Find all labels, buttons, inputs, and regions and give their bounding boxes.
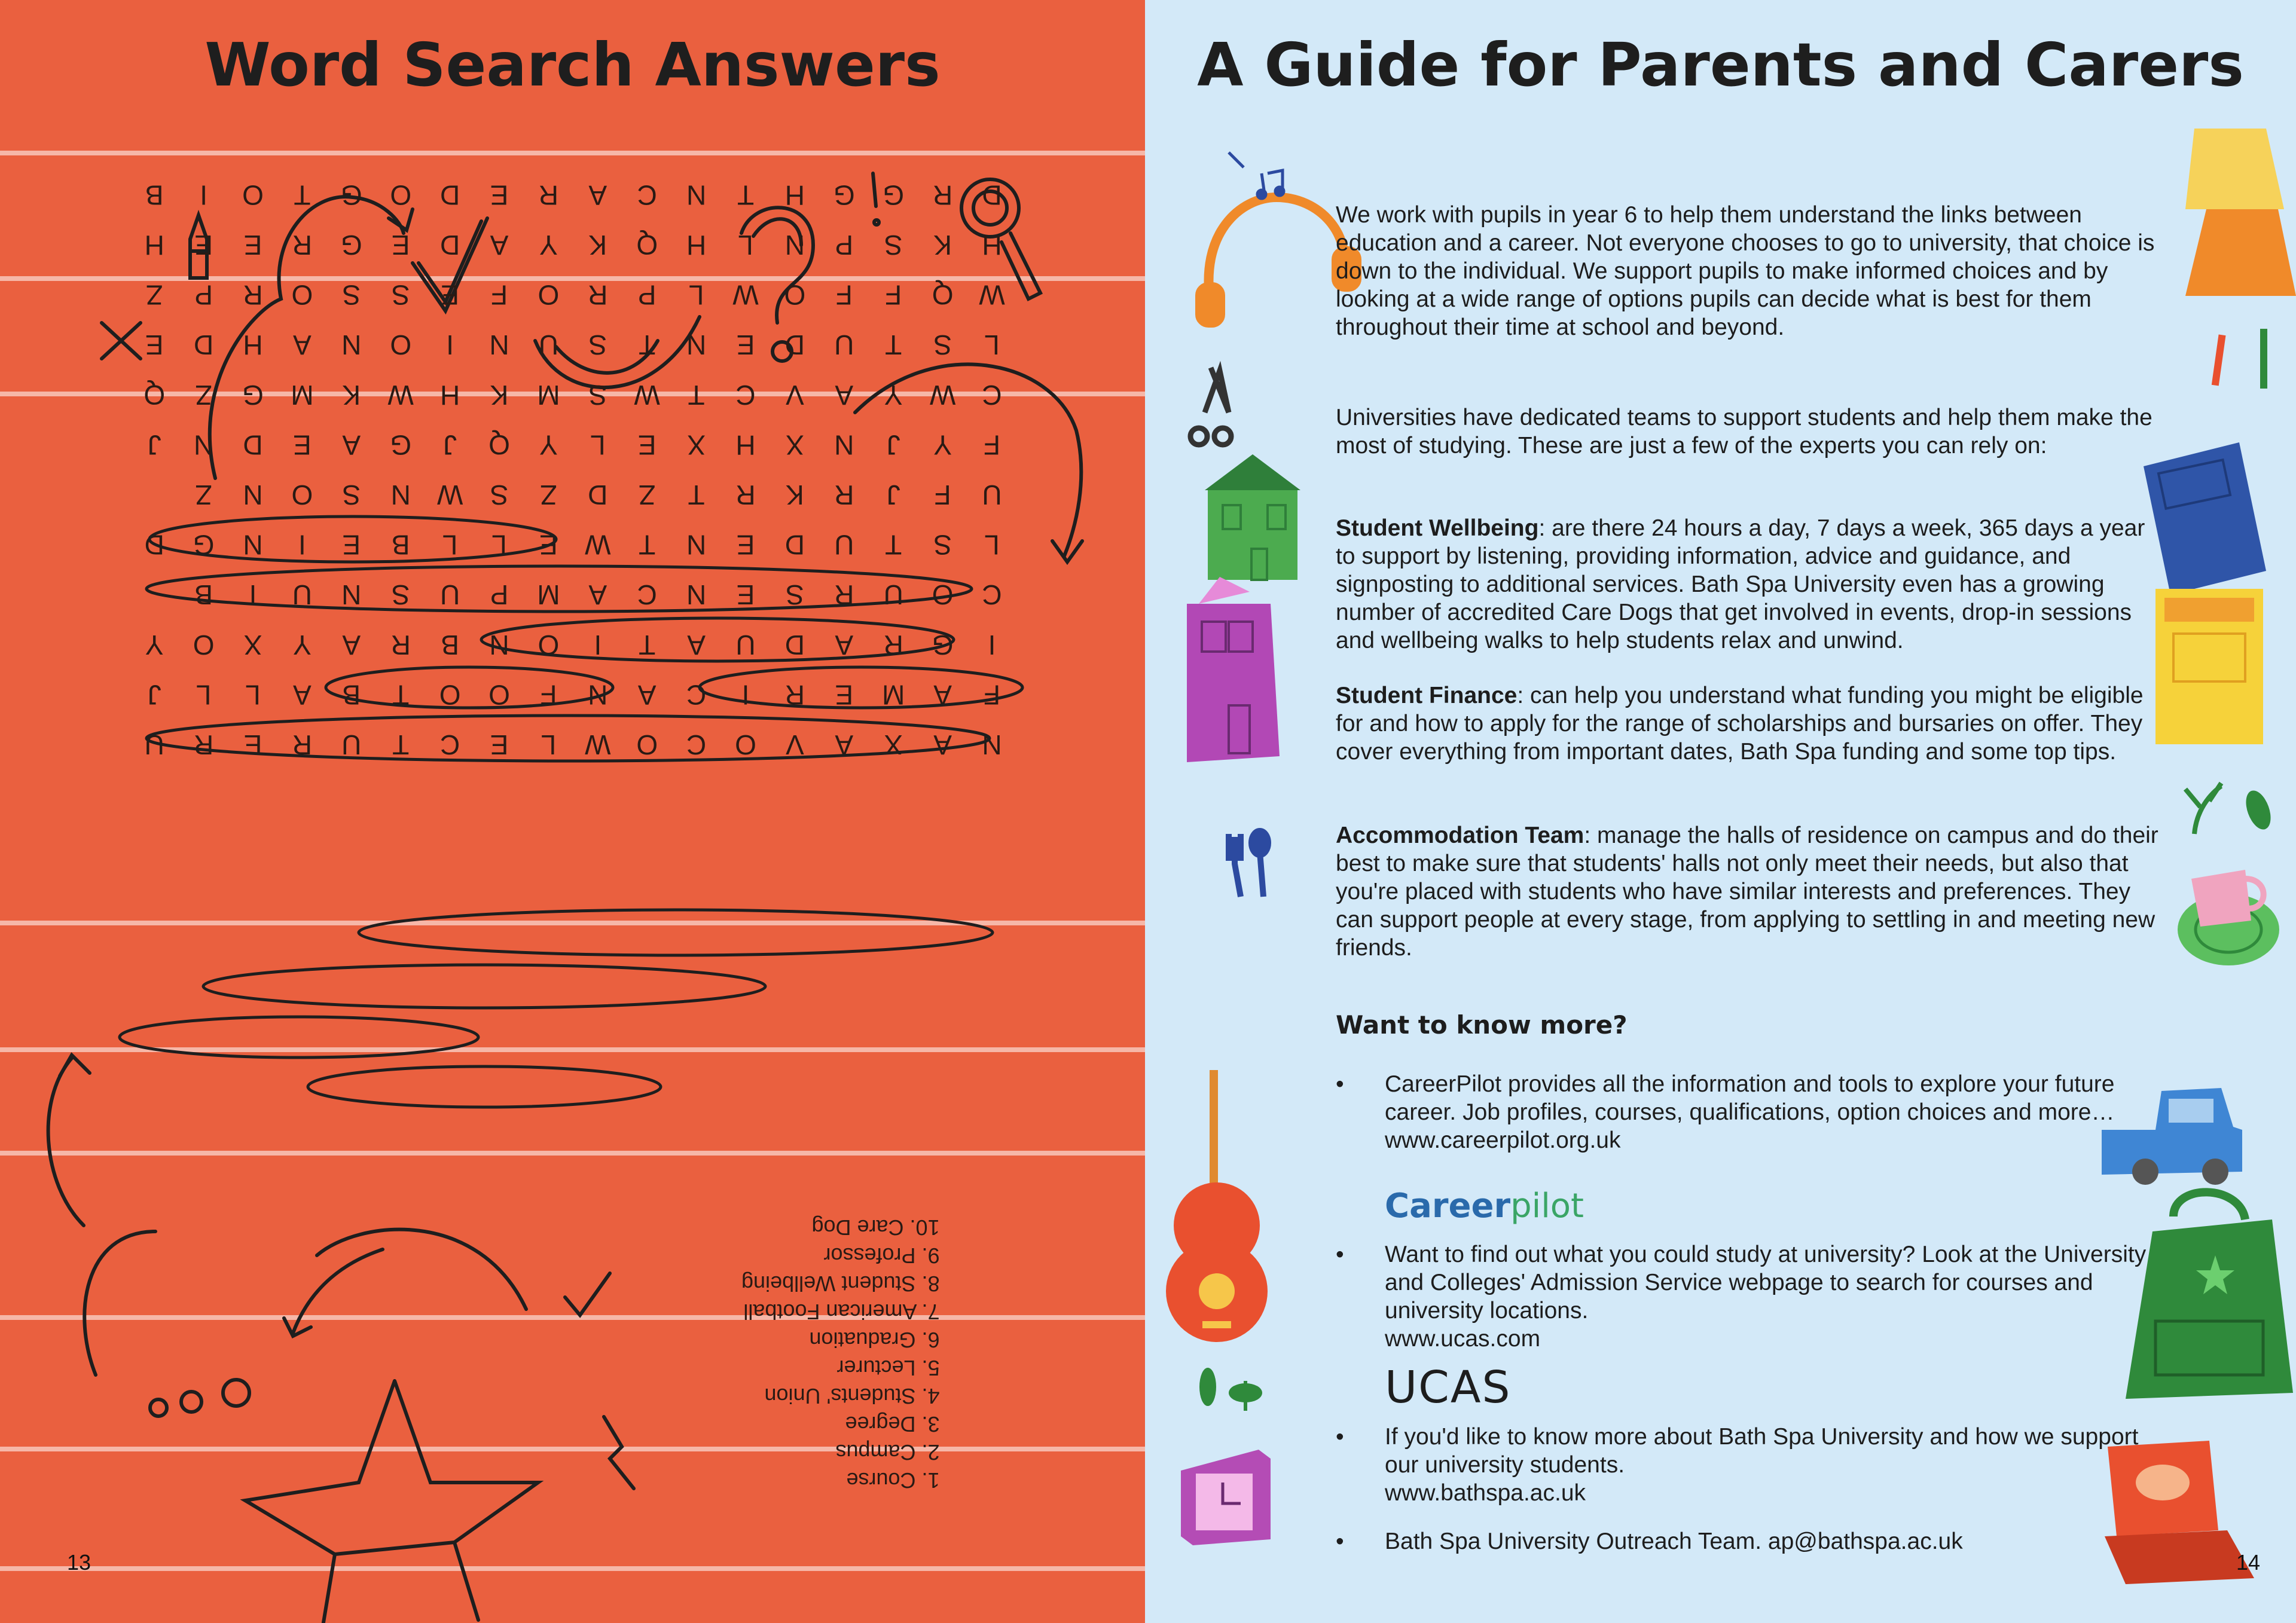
bathspa-link[interactable]: www.bathspa.ac.uk (1385, 1480, 1586, 1506)
word-list-item: 7. American Football (743, 1300, 940, 1324)
grid-letter: W (436, 479, 463, 511)
grid-letter: C (637, 579, 657, 611)
grid-letter: N (243, 479, 263, 511)
grid-letter: I (446, 329, 454, 361)
grid-letter: J (147, 679, 161, 711)
grid-letter: H (735, 429, 756, 461)
grid-letter: N (489, 629, 509, 661)
grid-letter: T (639, 329, 656, 361)
grid-letter: A (835, 729, 854, 760)
grid-letter: S (933, 329, 952, 361)
grid-letter: O (291, 279, 313, 311)
grid-letter: U (439, 579, 460, 611)
grid-letter: S (786, 579, 804, 611)
grid-letter: T (392, 679, 410, 711)
answer-loop-student-wellbeing (146, 716, 990, 761)
answer-loop-professor (203, 965, 765, 1008)
grid-letter: U (735, 629, 756, 661)
ucas-link[interactable]: www.ucas.com (1385, 1326, 1541, 1352)
grid-letter: S (588, 379, 607, 411)
grid-letter: C (982, 579, 1002, 611)
bullet-outreach (1336, 1527, 2161, 1555)
grid-letter: D (243, 429, 263, 461)
finance-heading: Student Finance (1336, 683, 1518, 708)
grid-letter: E (835, 679, 854, 711)
grid-letter: K (588, 230, 607, 261)
word-list-item: 3. Degree (845, 1412, 940, 1436)
right-page (1145, 0, 2296, 1623)
grid-letter: I (988, 629, 996, 661)
grid-letter: U (883, 579, 903, 611)
word-list-item: 9. Professor (823, 1243, 940, 1268)
word-list-item: 6. Graduation (809, 1328, 940, 1352)
grid-letter: T (639, 629, 656, 661)
grid-letter: N (686, 529, 707, 561)
grid-letter: L (196, 679, 212, 711)
grid-letter: N (243, 529, 263, 561)
grid-letter: Q (932, 279, 954, 311)
grid-letter: C (982, 379, 1002, 411)
grid-letter: N (489, 329, 509, 361)
grid-letter: Z (195, 479, 212, 511)
grid-letter: O (538, 629, 560, 661)
word-list-item: 2. Campus (835, 1440, 940, 1465)
grid-letter: R (538, 179, 559, 211)
grid-letter: O (735, 729, 756, 760)
grid-letter: K (786, 479, 804, 511)
grid-letter: G (193, 529, 215, 561)
grid-letter: S (391, 579, 410, 611)
grid-letter: N (982, 729, 1002, 760)
grid-letter: E (736, 529, 755, 561)
grid-letter: F (835, 279, 853, 311)
grid-letter: T (639, 529, 656, 561)
bullet-dot: • (1336, 1424, 1344, 1450)
grid-letter: C (686, 679, 707, 711)
grid-letter: R (193, 729, 214, 760)
answer-loop-students-union (359, 910, 993, 955)
grid-letter: P (490, 579, 509, 611)
finance-text: : can help you understand what funding you might be eligible for and how to apply for the range of scholarships and bursaries on offer. They cover everything from important dates, Bath Spa funding and some top tips. (1336, 683, 2144, 765)
grid-letter: U (834, 329, 854, 361)
grid-letter: W (585, 729, 611, 760)
grid-letter: R (883, 629, 903, 661)
grid-letter: T (885, 329, 902, 361)
page-number: 13 (67, 1550, 91, 1575)
grid-letter: O (538, 279, 560, 311)
grid-letter: R (834, 479, 854, 511)
grid-letter: J (443, 429, 457, 461)
grid-letter: N (390, 479, 411, 511)
grid-letter: F (490, 279, 508, 311)
grid-letter: C (439, 729, 460, 760)
grid-letter: A (933, 679, 952, 711)
grid-letter: Q (636, 230, 658, 261)
finance-paragraph (1336, 681, 2167, 766)
grid-letter: J (886, 479, 900, 511)
grid-letter: E (293, 429, 312, 461)
page-number: 14 (2236, 1550, 2260, 1575)
grid-letter: T (294, 179, 311, 211)
grid-letter: D (784, 529, 805, 561)
bullet-dot: • (1336, 1071, 1344, 1097)
bullet-text: If you'd like to know more about Bath Spa University and how we support our university students. (1385, 1424, 2139, 1478)
grid-letter: N (834, 429, 854, 461)
grid-letter: U (292, 579, 313, 611)
grid-letter: E (145, 329, 164, 361)
bullet-careerpilot (1336, 1070, 2161, 1154)
grid-letter: G (833, 179, 855, 211)
grid-letter: O (390, 179, 412, 211)
grid-letter: G (242, 379, 264, 411)
grid-letter: E (539, 529, 558, 561)
grid-letter: A (933, 729, 952, 760)
grid-letter: O (932, 579, 954, 611)
grid-letter: L (984, 529, 1000, 561)
grid-letter: W (387, 379, 414, 411)
grid-letter: J (886, 429, 900, 461)
grid-letter: Z (639, 479, 656, 511)
grid-letter: D (193, 329, 214, 361)
grid-letter: W (979, 279, 1005, 311)
grid-letter: Y (933, 429, 952, 461)
careerpilot-logo-text-pilot: pilot (1510, 1187, 1584, 1225)
grid-letter: L (738, 230, 753, 261)
grid-letter: B (441, 629, 459, 661)
accommodation-paragraph (1336, 821, 2167, 962)
bullet-text: Bath Spa University Outreach Team. ap@bathspa.ac.uk (1385, 1529, 1963, 1554)
support-intro-text: Universities have dedicated teams to support students and help them make the most of studying. These are just a few of the experts you can rely on: (1336, 405, 2152, 459)
grid-letter: G (340, 230, 362, 261)
grid-letter: Y (539, 429, 558, 461)
leaf-icon (2185, 783, 2276, 834)
grid-letter: C (735, 379, 756, 411)
grid-letter: C (686, 729, 707, 760)
grid-letter: C (637, 179, 657, 211)
scissors-icon (1190, 368, 1231, 445)
grid-letter: T (392, 729, 410, 760)
grid-letter: T (737, 179, 755, 211)
grid-letter: T (885, 529, 902, 561)
grid-letter: S (342, 279, 361, 311)
bullet-dot: • (1336, 1529, 1344, 1554)
grid-letter: M (291, 379, 314, 411)
grid-letter: A (835, 379, 854, 411)
grid-letter: Z (146, 279, 163, 311)
answer-loop-degree (120, 1017, 478, 1057)
grid-letter: W (732, 279, 759, 311)
grid-letter: X (786, 429, 804, 461)
accommodation-text: : manage the halls of residence on campus and do their best to make sure that students' halls not only meet their needs, but also that you're placed with students who have similar interests and preferences. They can support people at every stage, from applying to settling in and meeting new friends. (1336, 823, 2158, 961)
word-list-item: 4. Students' Union (764, 1384, 940, 1408)
grid-letter: D (588, 479, 608, 511)
grid-letter: H (686, 230, 707, 261)
grid-letter: A (342, 629, 361, 661)
grid-letter: K (342, 379, 361, 411)
grid-letter: P (835, 230, 854, 261)
grid-letter: S (933, 529, 952, 561)
accommodation-heading: Accommodation Team (1336, 823, 1584, 848)
grid-letter: U (144, 729, 164, 760)
grid-letter: R (292, 230, 313, 261)
bullet-text: CareerPilot provides all the information and tools to explore your future career. Job profiles, courses, qualifications, option choices and more… (1385, 1071, 2115, 1125)
grid-letter: D (784, 329, 805, 361)
grid-letter: L (688, 279, 704, 311)
intro-paragraph (1336, 201, 2167, 341)
word-search-grid (0, 0, 1145, 1623)
grid-letter: A (835, 629, 854, 661)
grid-letter: A (687, 629, 706, 661)
grid-letter: R (390, 629, 411, 661)
page-title: A Guide for Parents and Carers (1197, 30, 2244, 100)
grid-letter: I (298, 529, 306, 561)
grid-letter: F (885, 279, 902, 311)
grid-letter: H (784, 179, 805, 211)
word-list-item: 5. Lecturer (836, 1356, 940, 1380)
grid-letter: O (488, 679, 510, 711)
grid-letter: K (490, 379, 509, 411)
grid-letter: L (590, 429, 606, 461)
grid-letter: A (588, 579, 607, 611)
support-intro-paragraph (1336, 404, 2167, 460)
grid-letter: E (243, 230, 262, 261)
grid-letter: M (882, 679, 905, 711)
grid-letter: M (537, 579, 560, 611)
clock-icon (1181, 1450, 1271, 1545)
grid-letter: O (193, 629, 215, 661)
grid-letter: P (637, 279, 657, 311)
wellbeing-heading: Student Wellbeing (1336, 515, 1539, 541)
grid-letter: R (292, 729, 313, 760)
grid-letter: Y (145, 629, 164, 661)
word-list (741, 1214, 940, 1494)
grid-letter: L (442, 529, 458, 561)
grid-letter: N (193, 429, 214, 461)
intro-text: We work with pupils in year 6 to help them understand the links between education and a career. Not everyone chooses to go to university, that choice is down to the individual. We support pupils to make informed choices and by looking at a wide range of options pupils can decide what is best for them throughout their time at school and beyond. (1336, 202, 2155, 340)
grid-letter: H (243, 329, 263, 361)
grid-letter: O (390, 329, 412, 361)
grid-letter: B (391, 529, 410, 561)
grid-letter: E (342, 529, 361, 561)
grid-letter: A (342, 429, 361, 461)
grid-letter: E (490, 729, 509, 760)
grid-letter: H (439, 379, 460, 411)
grid-letter: G (390, 429, 412, 461)
grid-letter: N (341, 329, 362, 361)
grid-letter: B (145, 179, 164, 211)
grid-letter: E (490, 179, 509, 211)
grid-letter: F (540, 679, 557, 711)
grid-letter: Z (195, 379, 212, 411)
grid-letter: R (834, 579, 854, 611)
grid-letter: E (243, 729, 262, 760)
grid-letter: Z (540, 479, 557, 511)
grid-letter: E (637, 429, 657, 461)
grid-letter: D (784, 629, 805, 661)
grid-letter: Y (884, 379, 903, 411)
pencils-icon (2212, 329, 2267, 389)
grid-letter: B (194, 579, 213, 611)
want-to-know-more-heading: Want to know more? (1336, 1010, 1628, 1040)
careerpilot-logo (1385, 1187, 1584, 1225)
lamp-icon (2185, 129, 2296, 296)
grid-letter: X (884, 729, 903, 760)
grid-letter: Q (144, 379, 166, 411)
bullet-ucas (1336, 1240, 2161, 1353)
grid-letter: L (245, 679, 261, 711)
word-list-item: 1. Course (846, 1468, 940, 1493)
grid-letter: I (594, 629, 602, 661)
grid-letter: M (537, 379, 560, 411)
grid-letter: F (983, 679, 1001, 711)
grid-letter: N (686, 179, 707, 211)
grid-letter: K (933, 230, 952, 261)
answer-loop-care-dog (308, 1066, 661, 1107)
grid-letter: S (391, 279, 410, 311)
grid-letter: V (786, 379, 804, 411)
grid-letter: G (932, 629, 954, 661)
grid-letter: Y (539, 230, 558, 261)
grid-letter: D (144, 529, 164, 561)
grid-letter: S (588, 329, 607, 361)
grid-letter: W (929, 379, 956, 411)
grid-letter: X (687, 429, 706, 461)
grid-letter: E (194, 230, 213, 261)
grid-letter: I (249, 579, 257, 611)
grid-letter: N (686, 579, 707, 611)
page-title: Word Search Answers (204, 30, 941, 100)
wellbeing-paragraph (1336, 514, 2167, 655)
grid-letter: G (883, 179, 905, 211)
grid-letter: E (736, 579, 755, 611)
house-green-icon (1205, 454, 1300, 580)
grid-letter: S (342, 479, 361, 511)
grid-letter: A (490, 230, 509, 261)
grid-letter: U (982, 479, 1002, 511)
bullet-bathspa (1336, 1423, 2161, 1507)
ucas-logo: UCAS (1385, 1362, 1512, 1413)
grid-letter: N (784, 230, 805, 261)
grid-letter: F (983, 429, 1001, 461)
grid-letter: R (735, 479, 756, 511)
grid-letter: R (588, 279, 608, 311)
left-page (0, 0, 1145, 1623)
music-notes-icon (1229, 152, 1284, 198)
house-purple-icon (1187, 577, 1280, 762)
answer-loop-campus (326, 667, 613, 711)
bullet-dot: • (1336, 1242, 1344, 1267)
plant-icon (1199, 1368, 1262, 1411)
grid-letter: E (736, 329, 755, 361)
grid-letter: V (786, 729, 804, 760)
guitar-icon (1166, 1070, 1268, 1342)
book-yellow-icon (2155, 589, 2263, 744)
word-list-item: 10. Care Dog (811, 1215, 940, 1240)
grid-letter: A (293, 329, 312, 361)
careerpilot-link[interactable]: www.careerpilot.org.uk (1385, 1127, 1621, 1153)
grid-letter: R (243, 279, 263, 311)
grid-letter: Y (293, 629, 312, 661)
grid-letter: A (293, 679, 312, 711)
grid-letter: N (341, 579, 362, 611)
grid-letter: O (636, 729, 658, 760)
grid-letter: O (242, 179, 264, 211)
grid-letter: W (585, 529, 611, 561)
grid-letter: X (243, 629, 262, 661)
grid-letter: W (634, 379, 660, 411)
bullet-text: Want to find out what you could study at university? Look at the University and Colleges' Admission Service webpage to search for courses and university locations. (1385, 1242, 2147, 1324)
grid-letter: F (934, 479, 951, 511)
grid-letter: L (541, 729, 557, 760)
grid-letter: R (784, 679, 805, 711)
grid-letter: A (588, 179, 607, 211)
grid-letter: O (784, 279, 806, 311)
grid-letter: P (194, 279, 213, 311)
grid-letter: D (439, 230, 460, 261)
headphones-icon (1200, 197, 1357, 323)
grid-letter: D (439, 179, 460, 211)
grid-letter: U (538, 329, 559, 361)
grid-letter: J (147, 429, 161, 461)
grid-letter: N (686, 329, 707, 361)
grid-letter: D (982, 179, 1002, 211)
grid-letter: S (490, 479, 509, 511)
grid-letter: E (441, 279, 459, 311)
teacup-icon (2178, 870, 2279, 965)
grid-letter: O (439, 679, 461, 711)
grid-letter: N (588, 679, 608, 711)
grid-letter: E (391, 230, 410, 261)
grid-letter: H (982, 230, 1002, 261)
careerpilot-logo-text: Career (1385, 1187, 1511, 1225)
grid-letter: I (741, 679, 750, 711)
grid-letter: G (340, 179, 362, 211)
grid-letter: T (688, 479, 705, 511)
grid-letter: B (342, 679, 361, 711)
grid-letter: U (341, 729, 362, 760)
grid-letter: U (834, 529, 854, 561)
word-list-item: 8. Student Wellbeing (741, 1271, 940, 1296)
grid-letter: I (200, 179, 207, 211)
grid-letter: R (932, 179, 953, 211)
grid-letter: H (144, 230, 164, 261)
grid-letter: L (984, 329, 1000, 361)
wellbeing-text: : are there 24 hours a day, 7 days a week, 365 days a year to support by listening, providing information, advice and guidance, and signposting to additional services. Bath Spa University even has a growing number of accredited Care Dogs that get involved in events, drop-in sessions and wellbeing walks to help students relax and unwind. (1336, 515, 2145, 653)
grid-letter: T (688, 379, 705, 411)
cutlery-icon (1229, 831, 1268, 897)
grid-letter: S (884, 230, 903, 261)
grid-letter: Q (488, 429, 510, 461)
grid-letter: L (491, 529, 507, 561)
grid-letter: A (637, 679, 657, 711)
grid-letter: O (291, 479, 313, 511)
